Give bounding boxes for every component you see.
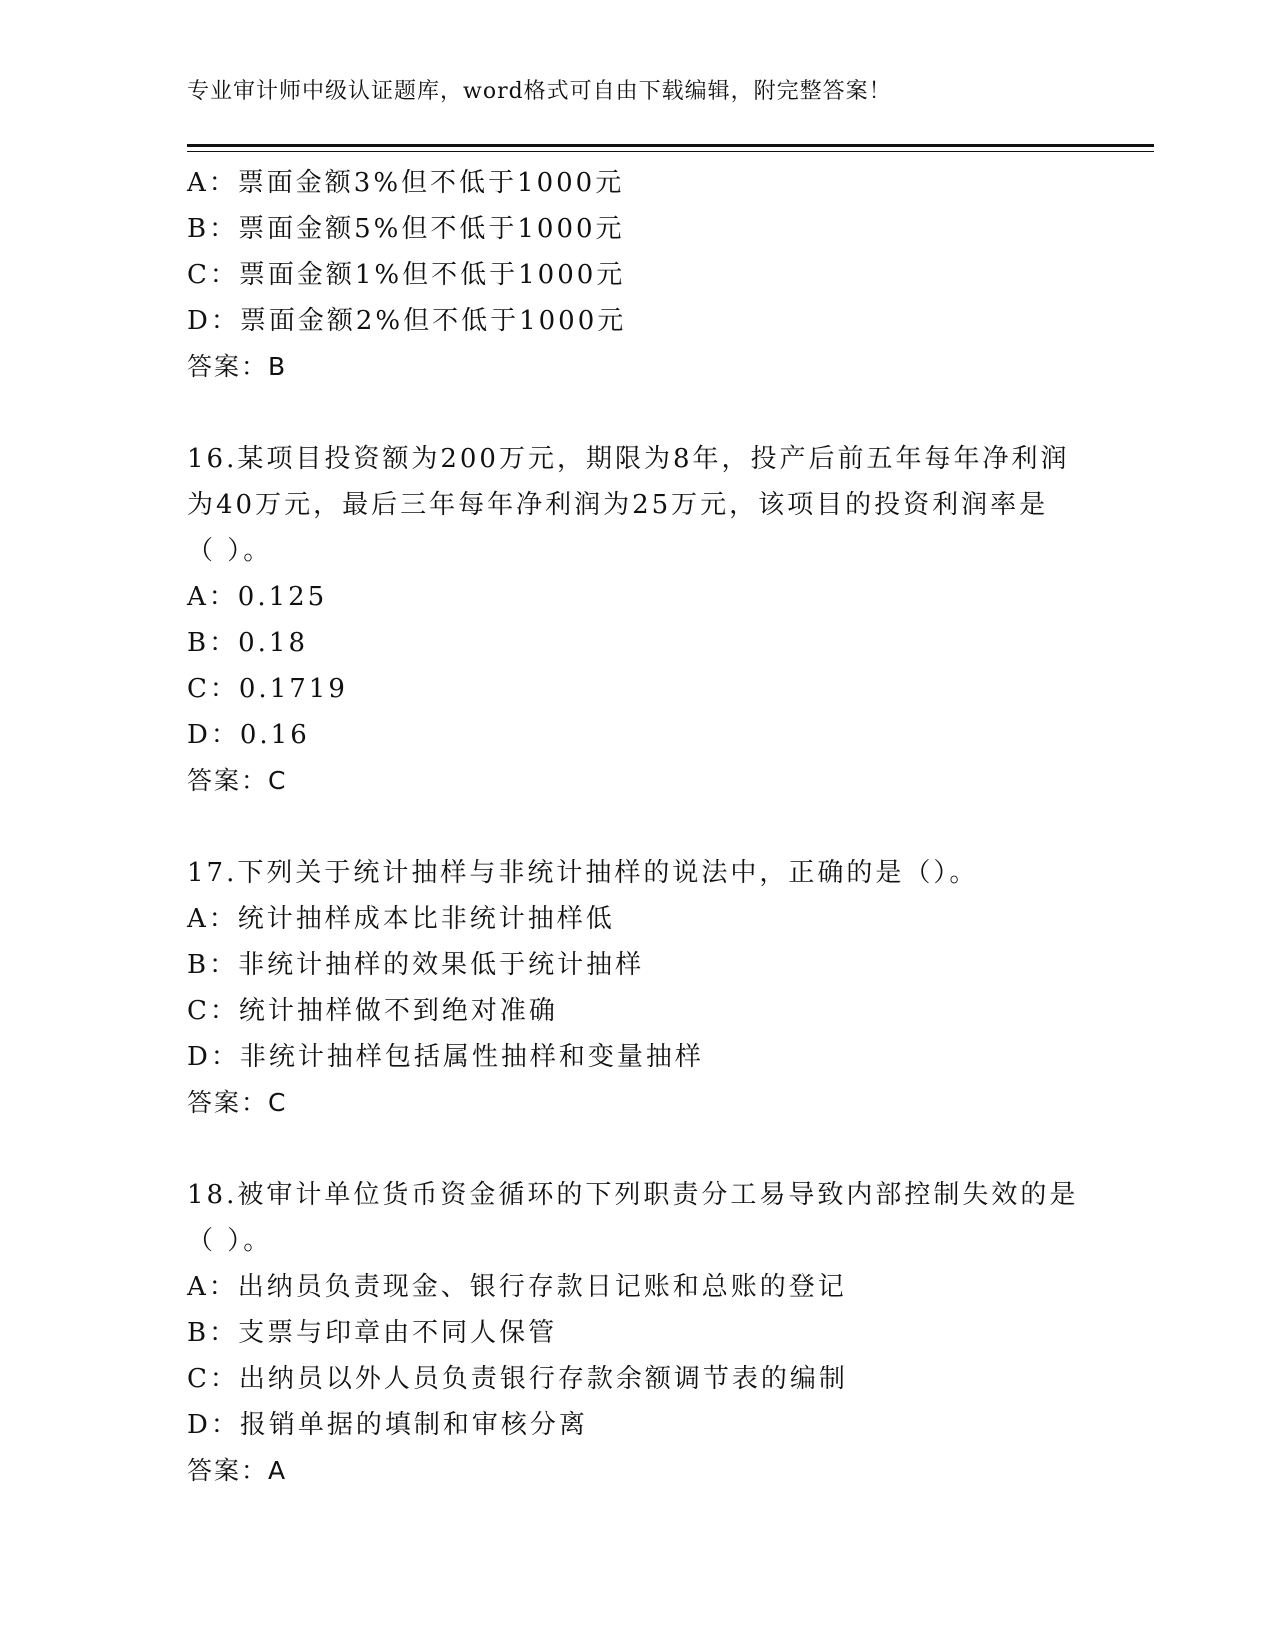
- option-d: D：票面金额2%但不低于1000元: [187, 306, 627, 336]
- option-c: C：0.1719: [187, 674, 348, 704]
- option-c: C：统计抽样做不到绝对准确: [187, 996, 558, 1026]
- option-a: A：统计抽样成本比非统计抽样低: [187, 904, 615, 934]
- header-rule-thick: [187, 144, 1154, 147]
- option-b: B：支票与印章由不同人保管: [187, 1318, 558, 1348]
- question-gap: [187, 1126, 1087, 1172]
- question-stem: 18.被审计单位货币资金循环的下列职责分工易导致内部控制失效的是: [187, 1180, 1079, 1210]
- question-stem: （ ）。: [187, 1226, 273, 1256]
- question-stem: 16.某项目投资额为200万元，期限为8年，投产后前五年每年净利润: [187, 444, 1070, 474]
- question-list: [187, 160, 1087, 1494]
- option-b: B：非统计抽样的效果低于统计抽样: [187, 950, 645, 980]
- option-d: D：报销单据的填制和审核分离: [187, 1410, 588, 1440]
- page-header: 专业审计师中级认证题库，word格式可自由下载编辑，附完整答案！: [187, 79, 892, 104]
- option-a: A：出纳员负责现金、银行存款日记账和总账的登记: [187, 1272, 847, 1302]
- option-b: B：0.18: [187, 628, 308, 658]
- question-16: [187, 436, 1087, 804]
- option-b: B：票面金额5%但不低于1000元: [187, 214, 625, 244]
- answer-line: 答案：C: [187, 766, 288, 795]
- question-gap: [187, 804, 1087, 850]
- option-a: A：票面金额3%但不低于1000元: [187, 168, 625, 198]
- option-c: C：票面金额1%但不低于1000元: [187, 260, 626, 290]
- option-d: D：0.16: [187, 720, 310, 750]
- answer-line: 答案：A: [187, 1456, 288, 1485]
- question-stem: 为40万元，最后三年每年净利润为25万元，该项目的投资利润率是: [187, 490, 1049, 520]
- option-a: A：0.125: [187, 582, 328, 612]
- question-15: [187, 160, 1087, 390]
- answer-line: 答案：C: [187, 1088, 288, 1117]
- option-d: D：非统计抽样包括属性抽样和变量抽样: [187, 1042, 704, 1072]
- answer-line: 答案：B: [187, 352, 288, 381]
- question-17: [187, 850, 1087, 1126]
- option-c: C：出纳员以外人员负责银行存款余额调节表的编制: [187, 1364, 848, 1394]
- question-gap: [187, 390, 1087, 436]
- question-stem: （ ）。: [187, 536, 273, 566]
- question-18: [187, 1172, 1087, 1494]
- header-rule-thin: [187, 151, 1154, 152]
- question-stem: 17.下列关于统计抽样与非统计抽样的说法中，正确的是（）。: [187, 858, 979, 888]
